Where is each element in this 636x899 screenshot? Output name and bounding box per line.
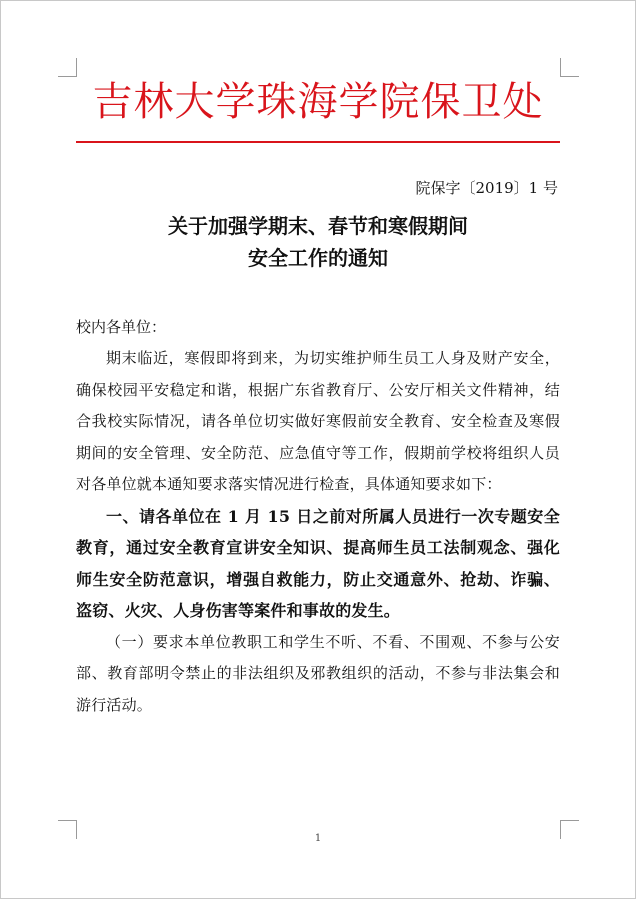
salutation: 校内各单位： [76, 318, 167, 336]
document-number: 院保字〔2019〕1 号 [415, 179, 558, 197]
red-header-rule [76, 141, 560, 143]
crop-mark-top-right [560, 58, 579, 77]
crop-mark-top-left [58, 58, 77, 77]
paragraph-requirement-1: 一、请各单位在 1 月 15 日之前对所属人员进行一次专题安全教育，通过安全教育宣讲安全知识、提高师生员工法制观念、强化师生安全防范意识，增强自救能力，防止交通意外、抢劫、诈骗、盗窃、火灾、人身伤害等案件和事故的发生。 [76, 506, 560, 620]
paragraph-sub-requirement-1: （一）要求本单位教职工和学生不听、不看、不围观、不参与公安部、教育部明令禁止的非法组织及邪教组织的活动，不参与非法集会和游行活动。 [76, 632, 560, 714]
document-body [76, 343, 560, 721]
title-line-2: 安全工作的通知 [248, 246, 388, 270]
title-line-1: 关于加强学期末、春节和寒假期间 [168, 214, 468, 238]
document-title [0, 210, 636, 274]
paragraph-intro: 期末临近，寒假即将到来，为切实维护师生员工人身及财产安全，确保校园平安稳定和谐，根据广东省教育厅、公安厅相关文件精神，结合我校实际情况，请各单位切实做好寒假前安全教育、安全检查及寒假期间的安全管理、安全防范、应急值守等工作，假期前学校将组织人员对各单位就本通知要求落实情况进行检查，具体通知要求如下： [76, 349, 560, 493]
page-number: 1 [314, 833, 322, 844]
masthead: 吉林大学珠海学院保卫处 [92, 79, 544, 125]
